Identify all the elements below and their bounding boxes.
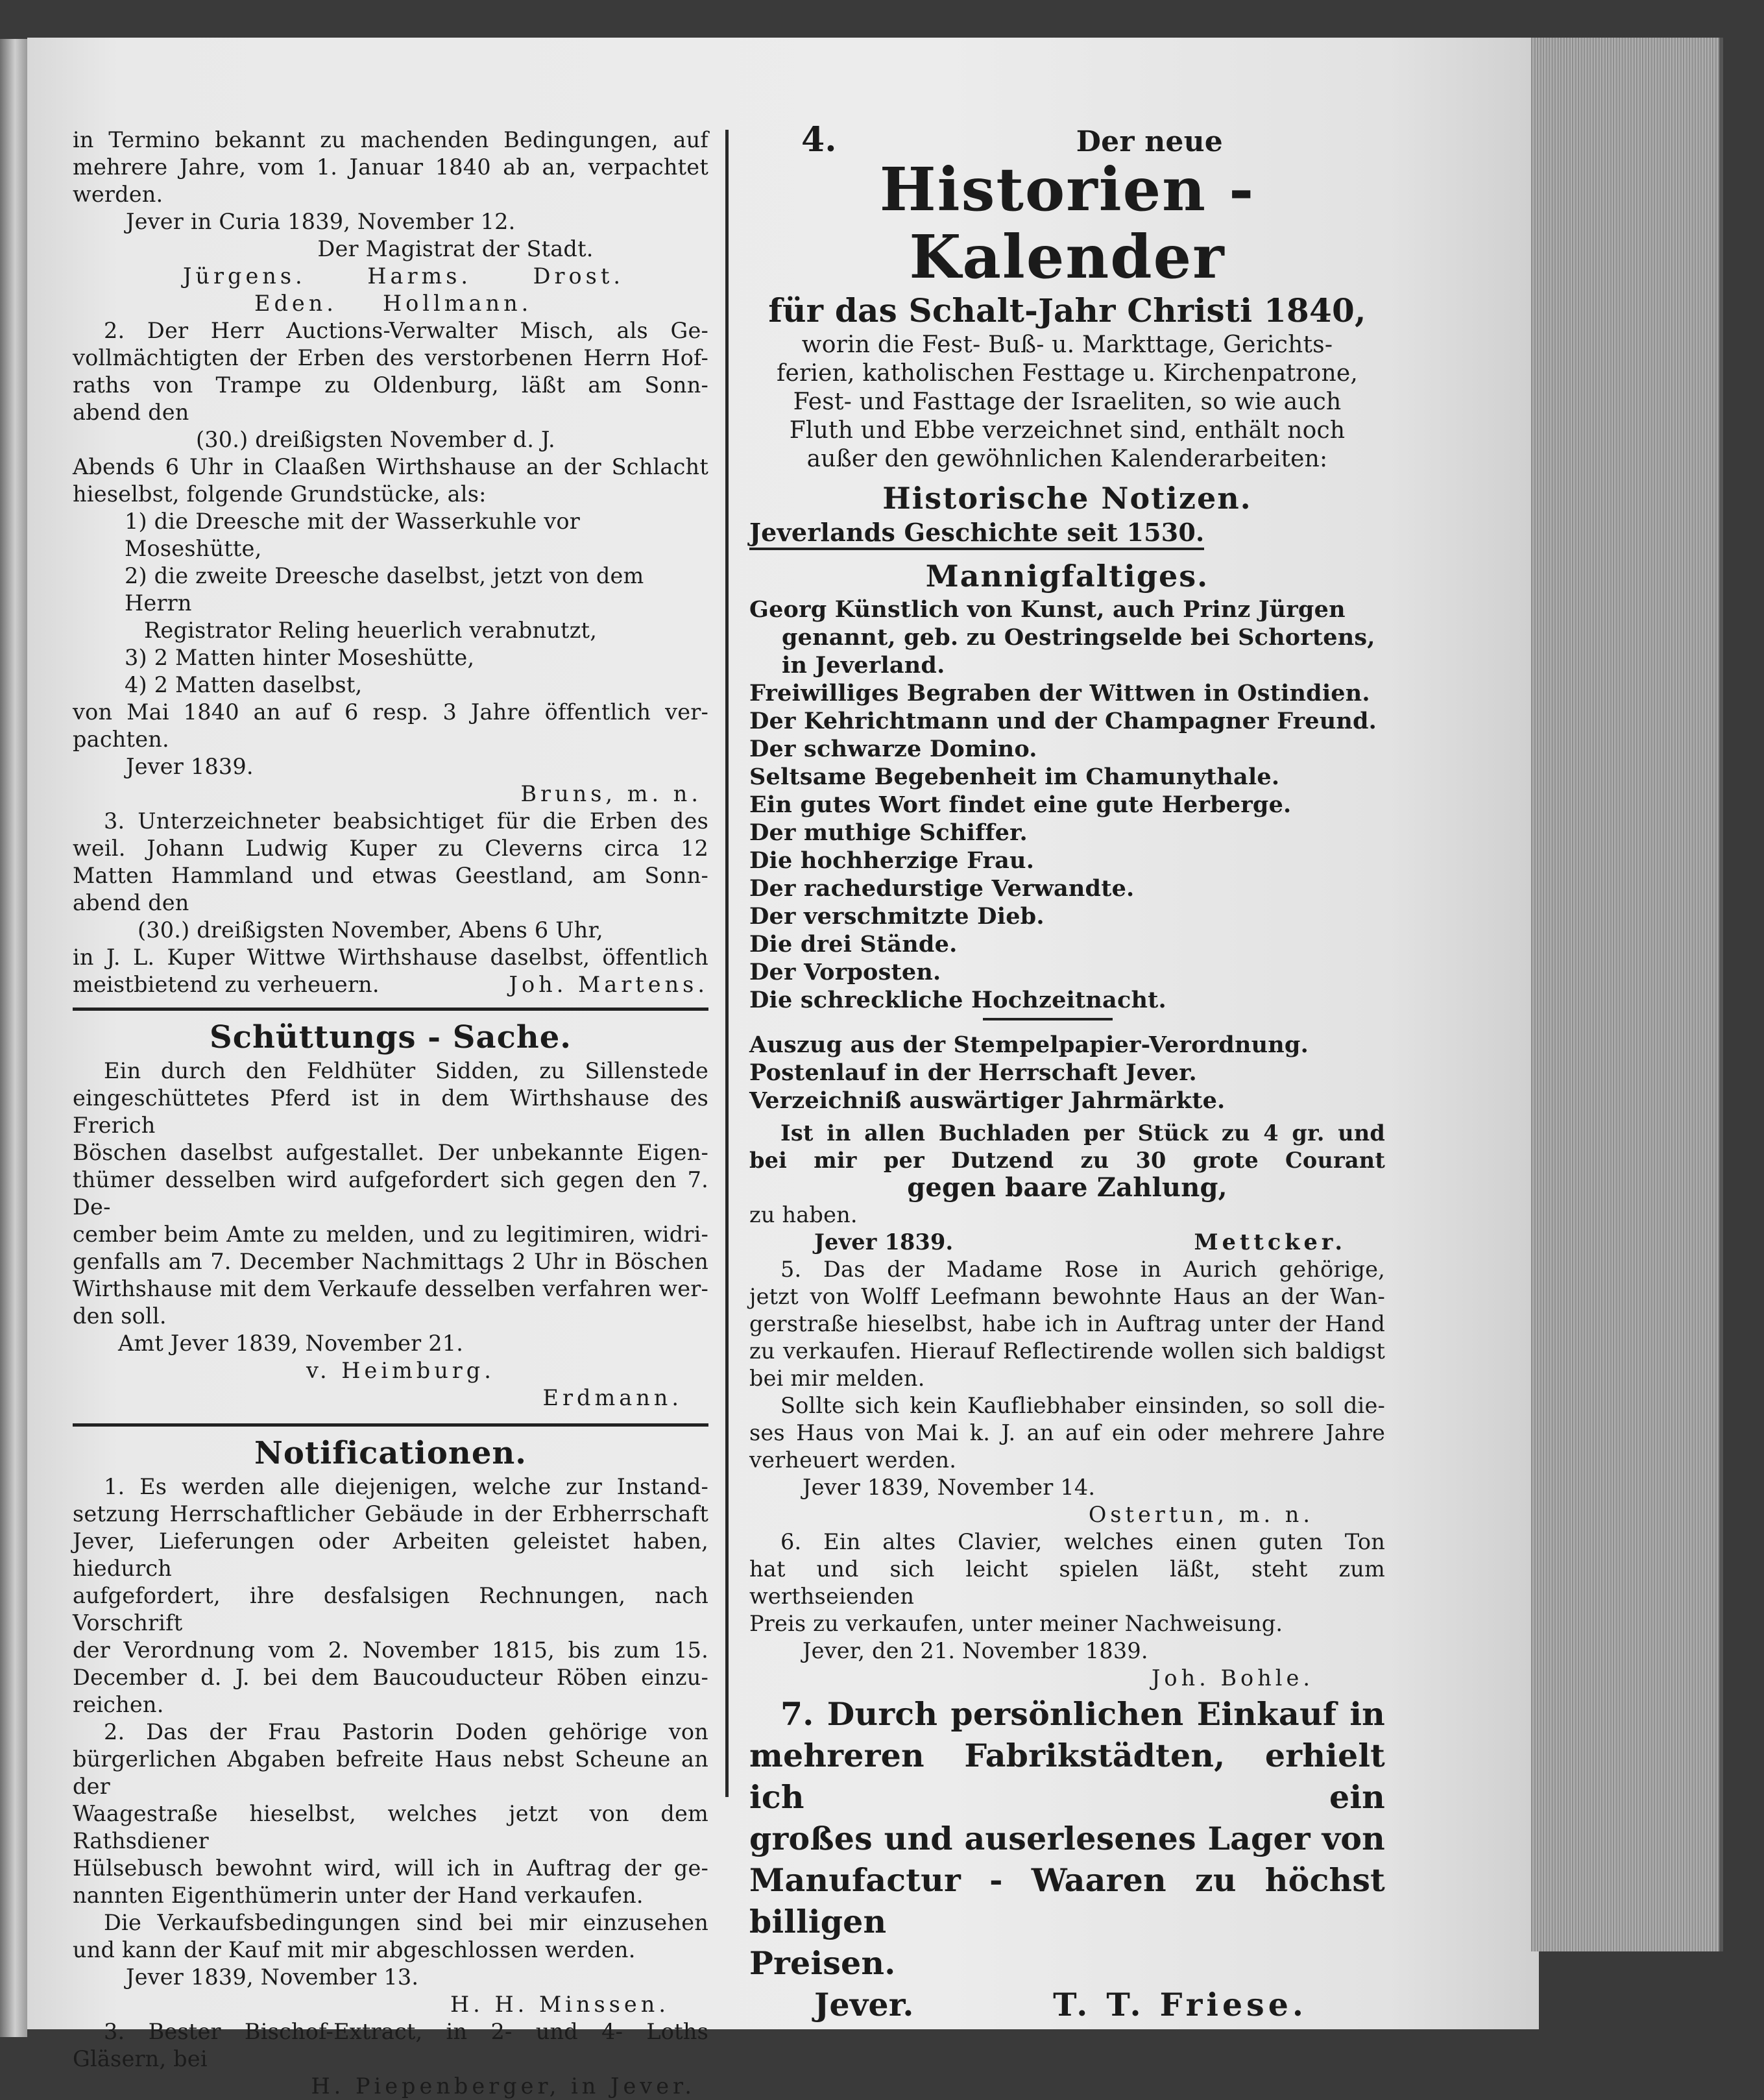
- calendar-subtitle: für das Schalt-Jahr Christi 1840,: [768, 291, 1366, 330]
- section-rule: [73, 1008, 708, 1011]
- text-line: 6. Ein altes Clavier, welches einen guten Ton: [780, 1529, 1385, 1554]
- list-item: Postenlauf in der Herrschaft Jever.: [749, 1059, 1197, 1086]
- signers-row: [73, 263, 708, 290]
- signer: Drost.: [533, 263, 624, 289]
- text-line: gerstraße hieselbst, habe ich in Auftrag unter der Hand: [749, 1311, 1385, 1336]
- list-item: Die schreckliche Hochzeitnacht.: [749, 987, 1166, 1013]
- text-line: 7. Durch persönlichen Einkauf in: [780, 1695, 1385, 1733]
- text-line: der Verordnung vom 2. November 1815, bis zum 15.: [73, 1637, 708, 1663]
- text-line: in Termino bekannt zu machenden Bedingungen, auf: [73, 127, 708, 152]
- list-item: Der rachedurstige Verwandte.: [749, 875, 1135, 902]
- text-line: weil. Johann Ludwig Kuper zu Cleverns circa 12: [73, 836, 708, 861]
- text-line: jetzt von Wolff Leefmann bewohnte Haus an der Wan-: [749, 1284, 1385, 1309]
- signer-line: Bruns, m. n.: [520, 781, 702, 806]
- section-title: Schüttungs - Sache.: [210, 1019, 572, 1056]
- list-item: Freiwilliges Begraben der Wittwen in Ostindien.: [749, 680, 1370, 706]
- date-line: Jever 1839.: [814, 1229, 954, 1255]
- list-item: 4) 2 Matten daselbst,: [125, 672, 363, 697]
- text-line: Hülsebusch bewohnt wird, will ich in Auftrag der ge-: [73, 1855, 708, 1881]
- text-line: meistbietend zu verheuern.: [73, 972, 380, 997]
- date-line: (30.) dreißigsten November d. J.: [196, 427, 555, 452]
- text-line: außer den gewöhnlichen Kalenderarbeiten:: [806, 446, 1328, 472]
- text-line: nannten Eigenthümerin unter der Hand verkaufen.: [73, 1883, 644, 1908]
- text-line: Preisen.: [749, 1944, 896, 1982]
- text-line: setzung Herrschaftlicher Gebäude in der Erbherrschaft: [73, 1501, 708, 1527]
- signer: Mettcker.: [1194, 1229, 1346, 1255]
- signer-line: v. Heimburg.: [306, 1358, 495, 1383]
- text-line: Ein durch den Feldhüter Sidden, zu Sillenstede: [104, 1058, 708, 1083]
- text-line: 3. Unterzeichneter beabsichtiget für die Erben des: [104, 808, 708, 834]
- text-line: Matten Hammland und etwas Geestland, am Sonn-: [73, 863, 708, 888]
- signer: Hollmann.: [382, 291, 533, 316]
- text-line: bei mir per Dutzend zu 30 grote Courant: [749, 1148, 1385, 1173]
- list-item: Der muthige Schiffer.: [749, 819, 1028, 846]
- text-line: 3. Bester Bischof-Extract, in 2- und 4- Loths: [104, 2019, 708, 2044]
- list-item: Registrator Reling heuerlich verabnutzt,: [144, 618, 598, 643]
- short-rule: [983, 1018, 1113, 1020]
- list-item: Die drei Stände.: [749, 931, 958, 958]
- signer-row: [749, 1229, 1385, 1256]
- list-item: 1) die Dreesche mit der Wasserkuhle vor Moseshütte,: [125, 509, 580, 561]
- date-line: Jever in Curia 1839, November 12.: [126, 209, 516, 234]
- text-line: Fest- und Fasttage der Israeliten, so wie auch: [793, 389, 1342, 415]
- text-line: worin die Fest- Buß- u. Markttage, Gerichts-: [801, 332, 1333, 358]
- list-item: Der verschmitzte Dieb.: [749, 903, 1045, 930]
- text-line: Wirthshause mit dem Verkaufe desselben verfahren wer-: [73, 1276, 708, 1301]
- text-line: mehrere Jahre, vom 1. Januar 1840 ab an, verpachtet: [73, 154, 708, 180]
- list-item: Verzeichniß auswärtiger Jahrmärkte.: [749, 1087, 1226, 1114]
- signer-row: [749, 1984, 1385, 2025]
- text-line: Waagestraße hieselbst, welches jetzt von dem Rathsdiener: [73, 1801, 708, 1853]
- date-line: Jever, den 21. November 1839.: [803, 1638, 1148, 1663]
- date-line: Jever 1839, November 14.: [803, 1475, 1096, 1500]
- date-line: Amt Jever 1839, November 21.: [118, 1331, 464, 1356]
- list-item: Der Vorposten.: [749, 959, 941, 985]
- text-line: abend den: [73, 890, 189, 915]
- text-line: Gläsern, bei: [73, 2046, 208, 2071]
- text-line: Fluth und Ebbe verzeichnet sind, enthält noch: [789, 417, 1346, 444]
- text-line: Abends 6 Uhr in Claaßen Wirthshause an der Schlacht: [73, 454, 708, 479]
- calendar-heading: [749, 120, 1385, 160]
- contents-list: [749, 596, 1385, 1014]
- contents-list: [749, 1031, 1385, 1115]
- text-line: eingeschüttetes Pferd ist in dem Wirthshause des Frerich: [73, 1085, 708, 1138]
- signer: Jürgens.: [183, 263, 306, 289]
- date-line: Jever.: [814, 1986, 914, 2023]
- date-line: Jever 1839, November 13.: [126, 1964, 419, 1990]
- text-line: und kann der Kauf mit mir abgeschlossen werden.: [73, 1937, 636, 1962]
- text-line: raths von Trampe zu Oldenburg, läßt am Sonn-: [73, 372, 708, 398]
- text-line: bei mir melden.: [749, 1366, 925, 1391]
- text-line: Ist in allen Buchladen per Stück zu 4 gr. und: [780, 1120, 1385, 1146]
- text-line: werden.: [73, 182, 163, 207]
- section-title: Notificationen.: [254, 1435, 527, 1471]
- list-item: 2) die zweite Dreesche daselbst, jetzt von dem Herrn: [125, 563, 644, 616]
- text-line: bürgerlichen Abgaben befreite Haus nebst Scheune an der: [73, 1746, 708, 1799]
- text-line: hat und sich leicht spielen läßt, steht zum werthseienden: [749, 1556, 1385, 1609]
- signer-line: Erdmann.: [542, 1385, 683, 1410]
- signer-row: [73, 971, 708, 998]
- list-item: Ein gutes Wort findet eine gute Herberge.: [749, 791, 1292, 818]
- right-column: [749, 120, 1385, 2025]
- text-line: 2. Der Herr Auctions-Verwalter Misch, als Ge-: [104, 318, 708, 343]
- signer: T. T. Friese.: [1053, 1986, 1307, 2023]
- text-line: verheuert werden.: [749, 1447, 957, 1473]
- signer-line: Der Magistrat der Stadt.: [317, 236, 594, 261]
- signer: Eden.: [254, 291, 337, 316]
- signer-line: H. H. Minssen.: [450, 1992, 670, 2017]
- list-item: 3) 2 Matten hinter Moseshütte,: [125, 645, 475, 670]
- signer: Harms.: [367, 263, 472, 289]
- signer-line: Ostertun, m. n.: [1088, 1502, 1314, 1527]
- section-title: Mannigfaltiges.: [925, 559, 1209, 594]
- text-line: 2. Das der Frau Pastorin Doden gehörige von: [104, 1719, 708, 1744]
- text-line: hieselbst, folgende Grundstücke, als:: [73, 481, 487, 507]
- text-line: in J. L. Kuper Wittwe Wirthshause daselbst, öffentlich: [73, 945, 708, 970]
- book-page-edges: [1531, 38, 1723, 1951]
- text-line: December d. J. bei dem Baucouducteur Röben einzu-: [73, 1665, 708, 1690]
- list-item: Der schwarze Domino.: [749, 736, 1037, 762]
- item-number: 4.: [801, 120, 837, 160]
- section-rule: [73, 1423, 708, 1427]
- column-divider: [725, 130, 729, 1797]
- text-line: gegen baare Zahlung,: [907, 1172, 1227, 1203]
- text-line: Die Verkaufsbedingungen sind bei mir einzusehen: [104, 1910, 708, 1935]
- text-line: vollmächtigten der Erben des verstorbenen Herrn Hof-: [73, 345, 708, 370]
- date-line: (30.) dreißigsten November, Abens 6 Uhr,: [138, 917, 603, 943]
- list-item: Auszug aus der Stempelpapier-Verordnung.: [749, 1032, 1309, 1058]
- text-line: den soll.: [73, 1303, 167, 1329]
- text-line: zu verkaufen. Hierauf Reflectirende wollen sich baldigst: [749, 1338, 1385, 1364]
- text-line: ses Haus von Mai k. J. an auf ein oder mehrere Jahre: [749, 1420, 1385, 1445]
- list-item: Georg Künstlich von Kunst, auch Prinz Jürgen: [749, 596, 1346, 623]
- text-line: von Mai 1840 an auf 6 resp. 3 Jahre öffentlich ver-: [73, 699, 708, 725]
- book-left-edge: [0, 39, 27, 2037]
- text-line: pachten.: [73, 727, 169, 752]
- text-line: cember beim Amte zu melden, und zu legitimiren, widri-: [73, 1222, 708, 1247]
- signer-line: H. Piepenberger, in Jever.: [311, 2073, 695, 2099]
- text-line: Preis zu verkaufen, unter meiner Nachweisung.: [749, 1611, 1283, 1636]
- signer: Joh. Martens.: [509, 972, 708, 997]
- list-item: Seltsame Begebenheit im Chamunythale.: [749, 764, 1280, 790]
- text-line: zu haben.: [749, 1202, 858, 1227]
- list-item: Der Kehrichtmann und der Champagner Freund.: [749, 708, 1377, 734]
- signer-line: Joh. Bohle.: [1151, 1665, 1314, 1691]
- text-line: ferien, katholischen Festtage u. Kirchenpatrone,: [776, 360, 1358, 387]
- list-item: Die hochherzige Frau.: [749, 847, 1035, 874]
- calendar-title: Historien - Kalender: [879, 154, 1255, 292]
- advertisement: [749, 1693, 1385, 2025]
- text-line: abend den: [73, 400, 189, 425]
- text-line: großes und auserlesenes Lager von: [749, 1820, 1385, 1857]
- text-line: Manufactur - Waaren zu höchst billigen: [749, 1861, 1385, 1940]
- text-line: reichen.: [73, 1692, 164, 1717]
- section-title: Historische Notizen.: [882, 481, 1252, 516]
- text-line: Sollte sich kein Kaufliebhaber einsinden, so soll die-: [780, 1393, 1385, 1418]
- text-line: Böschen daselbst aufgestallet. Der unbekannte Eigen-: [73, 1140, 708, 1165]
- list-item: in Jeverland.: [782, 652, 945, 679]
- text-line: 5. Das der Madame Rose in Aurich gehörige,: [780, 1257, 1385, 1282]
- text-line: [749, 518, 1385, 550]
- list-item: genannt, geb. zu Oestringselde bei Schortens,: [782, 624, 1375, 651]
- text-line: Jeverlands Geschichte seit 1530.: [749, 518, 1204, 550]
- text-line: 1. Es werden alle diejenigen, welche zur Instand-: [104, 1474, 708, 1499]
- text-line: genfalls am 7. December Nachmittags 2 Uhr in Böschen: [73, 1249, 708, 1274]
- calendar-heading-text: Der neue: [1076, 125, 1223, 158]
- text-line: thümer desselben wird aufgefordert sich gegen den 7. De-: [73, 1167, 708, 1220]
- signers-row: [73, 290, 708, 317]
- left-column: [73, 127, 708, 2100]
- text-line: Jever, Lieferungen oder Arbeiten geleistet haben, hiedurch: [73, 1528, 708, 1581]
- text-line: aufgefordert, ihre desfalsigen Rechnungen, nach Vorschrift: [73, 1583, 708, 1635]
- text-line: mehreren Fabrikstädten, erhielt ich ein: [749, 1737, 1385, 1816]
- date-line: Jever 1839.: [126, 754, 254, 779]
